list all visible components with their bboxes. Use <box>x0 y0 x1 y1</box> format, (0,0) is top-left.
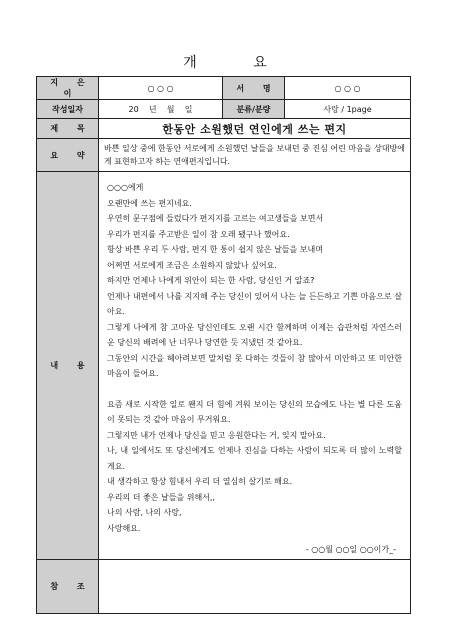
letter-line: 우리가 편지를 주고받은 일이 참 오래 됐구나 했어요. <box>107 229 290 239</box>
date-value: 20 년 월 일 <box>99 100 223 119</box>
letter-line: 언제나 내편에서 나를 지지해 주는 당신이 있어서 나는 늘 든든하고 기쁜 마음으로 살아요. <box>107 291 402 316</box>
letter-line: 나, 내 일에서도 또 당신에게도 언제나 진심을 다하는 사람이 되도록 더 많이 노력할게요. <box>107 446 402 471</box>
letter-closing: - ○○월 ○○일 ○○이가_- <box>305 545 396 554</box>
letter-line: ○○○에게 <box>107 183 144 192</box>
summary-form-table <box>36 76 411 614</box>
letter-line: 하지만 언제나 나에게 위안이 되는 한 사람, 당신인 거 알죠? <box>107 276 315 285</box>
category-label: 분류/분량 <box>223 100 285 119</box>
letter-line: 우리의 더 좋은 날들을 위해서,, <box>107 492 215 502</box>
reference-value <box>99 560 411 614</box>
content-body <box>99 172 411 560</box>
category-value: 사랑 / 1page <box>285 100 411 119</box>
author-label: 지 은 이 <box>37 77 99 100</box>
date-label: 작성일자 <box>37 100 99 119</box>
letter-line: 오랜만에 쓰는 편지네요. <box>107 198 192 208</box>
letter-line: 요즘 새로 시작한 일로 왠지 더 힘에 겨워 보이는 당신의 모습에도 나는 별 다른 도움이 못되는 것 같아 마음이 무거워요. <box>107 399 402 424</box>
letter-line: 어쩌면 서로에게 조금은 소원하지 않았나 싶어요. <box>107 260 277 270</box>
subject-value: 한동안 소원했던 연인에게 쓰는 편지 <box>99 119 411 139</box>
letter-line: 사랑해요. <box>107 523 141 533</box>
summary-value: 바쁜 일상 중에 한동안 서로에게 소원했던 날들을 보내던 중 진심 어린 마음을 상대방에게 표현하고자 하는 연애편지입니다. <box>99 139 411 172</box>
letter-line: 그동안의 시간을 헤아려보면 말처럼 못 다하는 것들이 참 많아서 미안하고 또 미안한 마음이 들어요. <box>107 353 402 378</box>
subject-label: 제 목 <box>37 119 99 139</box>
signature-value: ○ ○ ○ <box>285 77 411 100</box>
letter-text <box>107 180 402 536</box>
letter-line: 우연히 문구점에 들렀다가 편지지를 고르는 여고생들을 보면서 <box>107 214 324 223</box>
paragraph-gap <box>107 382 402 397</box>
summary-label: 요 약 <box>37 139 99 172</box>
author-value: ○ ○ ○ <box>99 77 223 100</box>
reference-label: 참 조 <box>37 560 99 614</box>
letter-line: 그렇지만 내가 언제나 당신을 믿고 응원한다는 거, 잊지 말아요. <box>107 430 326 440</box>
document-title: 개 요 <box>183 55 293 71</box>
letter-line: 그렇게 나에게 참 고마운 당신인데도 오랜 시간 함께하며 이제는 습관처럼 자연스러운 당신의 배려에 난 너무나 당연한 듯 지냈던 것 같아요. <box>107 322 402 347</box>
letter-line: 나의 사람, 나의 사랑, <box>107 508 182 517</box>
letter-line: 내 생각하고 항상 힘내서 우리 더 열심히 살기로 해요. <box>107 477 293 486</box>
signature-label: 서 명 <box>223 77 285 100</box>
letter-line: 항상 바쁜 우리 두 사람, 편지 한 통이 쉽지 않은 날들을 보내며 <box>107 245 323 254</box>
content-label: 내 용 <box>37 172 99 560</box>
